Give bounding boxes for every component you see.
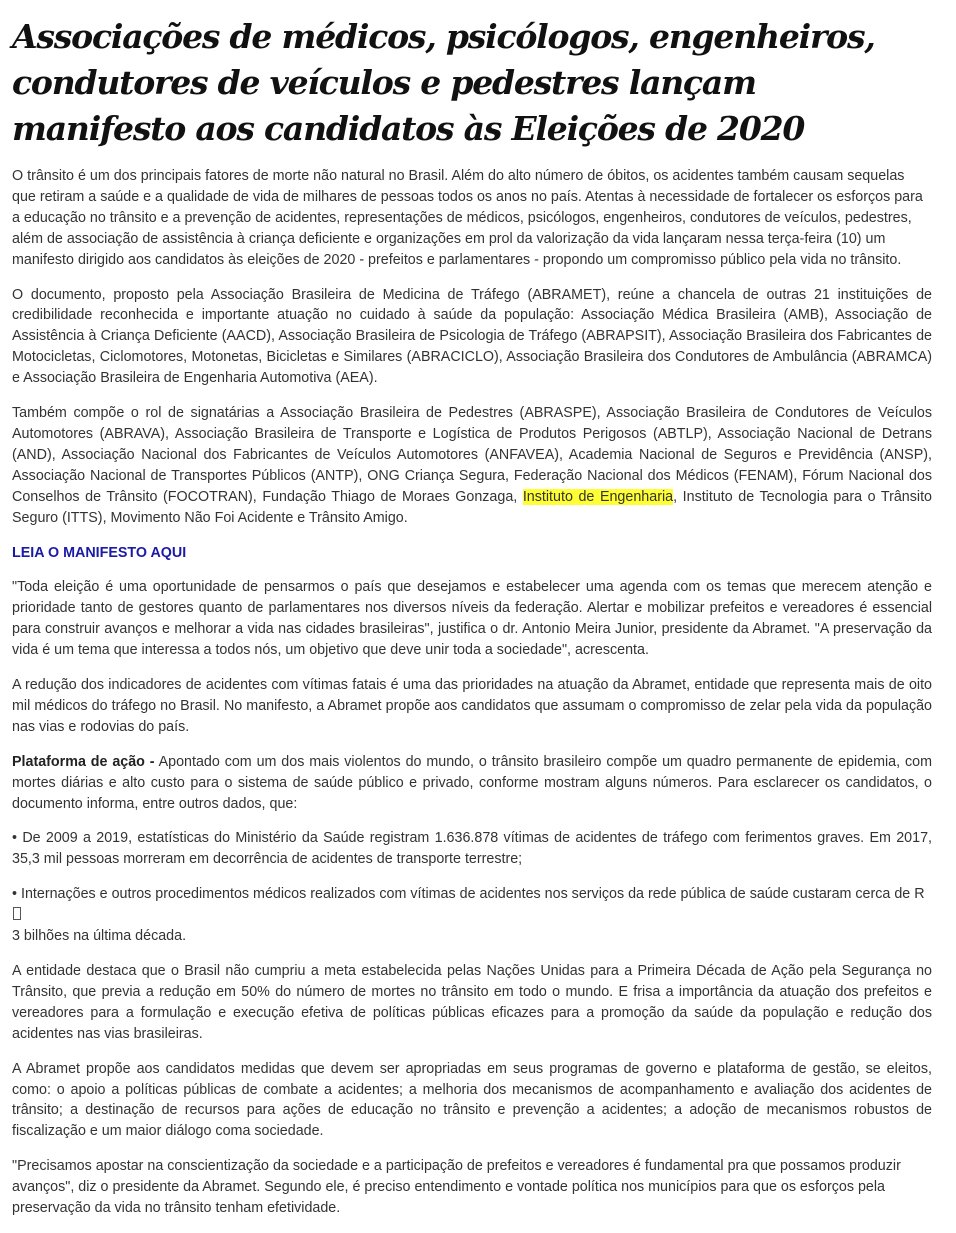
paragraph-quote: "Toda eleição é uma oportunidade de pensarmos o país que desejamos e estabelecer uma agenda com os temas que merecem atenção e prioridade tanto de gestores quanto de parlamentares nos diversos níveis da federação. Alertar e mobilizar prefeitos e vereadores é essencial para construir avanços e melhorar a vida nas cidades brasileiras", justifica o dr. Antonio Meira Junior, presidente da Abramet. "A preservação da vida é um tema que interessa a todos nós, um objetivo que deve unir toda a sociedade", acrescenta. [12,579,932,659]
manifesto-link[interactable]: LEIA O MANIFESTO AQUI [12,544,187,561]
article-title: Associações de médicos, psicólogos, engenheiros, condutores de veículos e pedestres lançam manifesto aos candidatos às Eleições de 2020 [12,17,875,148]
signatories-text-end: , Instituto de Tecnologia para o Trânsito Seguro (ITTS), Movimento Não Foi Acidente e Trânsito Amigo. [12,488,933,526]
missing-glyph-icon [13,907,21,920]
paragraph-platform [12,752,932,815]
manifesto-link-row [12,543,932,564]
paragraph-un-goal: A entidade destaca que o Brasil não cumpriu a meta estabelecida pelas Nações Unidas para a Primeira Década de Ação pela Segurança no Trânsito, que previa a redução em 50% do número de mortes no trânsito em todo o mundo. E frisa a importância da atuação dos prefeitos e vereadores para a formulação e execução efetiva de políticas públicas eficazes para a promoção da saúde da população e redução dos acidentes nas vias brasileiras. [12,963,932,1042]
signatories-text: Também compõe o rol de signatárias a Associação Brasileira de Pedestres (ABRASPE), Associação Brasileira de Condutores de Veículos Automotores (ABRAVA), Associação Brasileira de Transporte e Logística de Produtos Perigosos (ABTLP), Associação Nacional de Detrans (AND), Associação Nacional dos Fabricantes de Veículos Automotores (ANFAVEA), Academia Nacional de Seguros e Previdência (ANSP), Associação Nacional de Transportes Públicos (ANTP), ONG Criança Segura, Federação Nacional dos Médicos (FENAM), Fórum Nacional dos Conselhos de Trânsito (FOCOTRAN), Fundação Thiago de Moraes Gonzaga, [12,405,932,505]
article [12,14,932,1233]
bullet-costs [12,884,932,947]
bullet-costs-text: • Internações e outros procedimentos médicos realizados com vítimas de acidentes nos serviços da rede pública de saúde custaram cerca de R [12,886,925,903]
paragraph-document: O documento, proposto pela Associação Brasileira de Medicina de Tráfego (ABRAMET), reúne a chancela de outras 21 instituições de credibilidade reconhecida e importante atuação no cuidado à saúde da população: Associação Médica Brasileira (AMB), Associação de Assistência à Criança Deficiente (AACD), Associação Brasileira de Psicologia de Tráfego (ABRAPSIT), Associação Brasileira dos Fabricantes de Motocicletas, Ciclomotores, Motonetas, Bicicletas e Similares (ABRACICLO), Associação Brasileira dos Condutores de Ambulância (ABRAMCA) e Associação Brasileira de Engenharia Automotiva (AEA). [12,286,932,387]
paragraph-signatories [12,403,932,528]
paragraph-reduction: A redução dos indicadores de acidentes com vítimas fatais é uma das prioridades na atuação da Abramet, entidade que representa mais de oito mil médicos do tráfego no Brasil. No manifesto, a Abramet propõe aos candidatos que assumam o compromisso de zelar pela vida da população nas vias e rodovias do país. [12,677,932,735]
platform-text: Apontado com um dos mais violentos do mundo, o trânsito brasileiro compõe um quadro permanente de epidemia, com mortes diárias e alto custo para o sistema de saúde público e privado, conforme mostram alguns números. Para esclarecer os candidatos, o documento informa, entre outros dados, que: [12,753,932,812]
paragraph-proposals: A Abramet propõe aos candidatos medidas que devem ser apropriadas em seus programas de governo e plataforma de gestão, se eleitos, como: o apoio a políticas públicas de combate a acidentes; a melhoria dos mecanismos de acompanhamento e avaliação dos acidentes de trânsito; a destinação de recursos para ações de educação no trânsito e prevenção a acidentes; a adoção de mecanismos robustos de fiscalização e um maior diálogo coma sociedade. [12,1060,932,1140]
paragraph-intro: O trânsito é um dos principais fatores de morte não natural no Brasil. Além do alto número de óbitos, os acidentes também causam sequelas que retiram a saúde e a qualidade de vida de milhares de pessoas todos os anos no país. Atentas à necessidade de fortalecer os esforços para a educação no trânsito e a prevenção de acidentes, representações de médicos, psicólogos, engenheiros, condutores de veículos, pedestres, além de associação de assistência à criança deficiente e organizações em prol da valorização da vida lançaram nessa terça-feira (10) um manifesto dirigido aos candidatos às eleições de 2020 - prefeitos e parlamentares - propondo um compromisso público pela vida no trânsito. [12,168,923,268]
platform-heading: Plataforma de ação - [12,753,155,770]
bullet-costs-text-end: 3 bilhões na última década. [12,928,187,945]
bullet-statistics: • De 2009 a 2019, estatísticas do Ministério da Saúde registram 1.636.878 vítimas de acidentes de tráfego com ferimentos graves. Em 2017, 35,3 mil pessoas morreram em decorrência de acidentes de transporte terrestre; [12,830,932,868]
paragraph-closing-quote: "Precisamos apostar na conscientização da sociedade e a participação de prefeitos e vereadores é fundamental pra que possamos produzir avanços", diz o presidente da Abramet. Segundo ele, é preciso entendimento e vontade política nos municípios para que os esforços pela preservação da vida no trânsito tenham efetividade. [12,1158,901,1217]
highlighted-text: Instituto de Engenharia [522,488,674,505]
